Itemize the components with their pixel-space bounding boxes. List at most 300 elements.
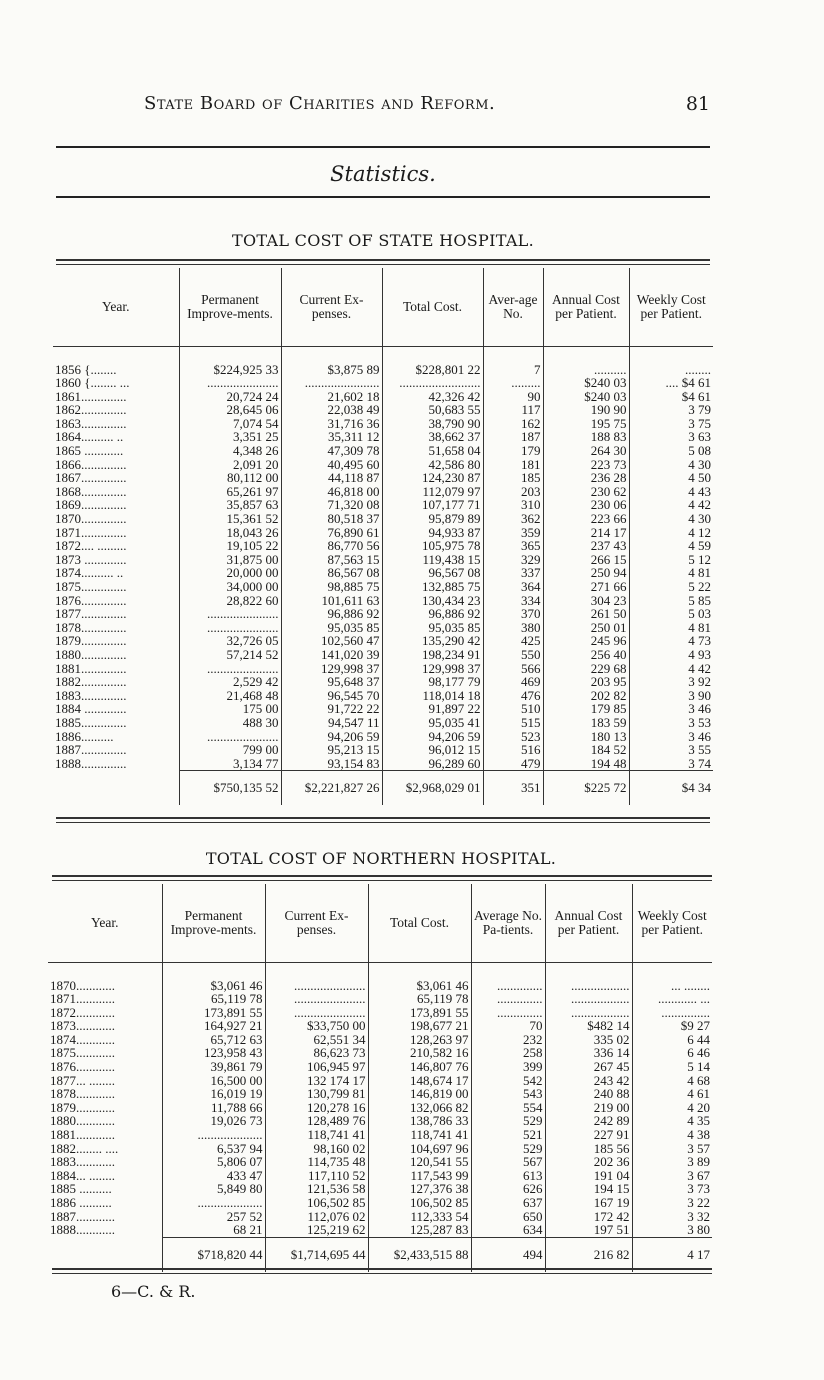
spacer-row xyxy=(48,962,712,979)
table-cell: 94,206 59 xyxy=(281,730,382,744)
table-cell: 6 44 xyxy=(632,1033,712,1047)
table-cell: 39,861 79 xyxy=(162,1060,265,1074)
table-cell: 214 17 xyxy=(543,526,629,540)
table-cell: 3 53 xyxy=(629,716,713,730)
table-row xyxy=(53,458,713,472)
total-cell: $2,433,515 88 xyxy=(368,1237,471,1272)
table-cell: 223 66 xyxy=(543,512,629,526)
table-cell: 1886 .......... xyxy=(50,1196,112,1210)
table-cell: 3 46 xyxy=(629,730,713,744)
table-cell: 1875............ xyxy=(50,1046,115,1061)
table-cell: 542 xyxy=(471,1074,545,1088)
table-cell: 203 95 xyxy=(543,675,629,689)
table-cell: 34,000 00 xyxy=(179,580,281,594)
table-row xyxy=(53,743,713,757)
table-cell: 76,890 61 xyxy=(281,526,382,540)
table-cell: 35,857 63 xyxy=(179,498,281,512)
table-row xyxy=(48,992,712,1006)
table-cell: 1866.............. xyxy=(55,457,127,472)
table-row xyxy=(53,553,713,567)
table-cell: 310 xyxy=(483,498,543,512)
table-cell: 237 43 xyxy=(543,539,629,553)
table-cell: 1884... ........ xyxy=(50,1168,115,1183)
table-cell: 47,309 78 xyxy=(281,444,382,458)
table-cell: 425 xyxy=(483,634,543,648)
table-row xyxy=(53,675,713,689)
table-cell: .............. xyxy=(471,979,545,993)
table-cell: 127,376 38 xyxy=(368,1182,471,1196)
table-cell: 1878.............. xyxy=(55,620,127,635)
table-cell: 125,219 62 xyxy=(265,1223,368,1237)
table-cell: 190 90 xyxy=(543,403,629,417)
table-row xyxy=(48,1210,712,1224)
table-cell: 7,074 54 xyxy=(179,417,281,431)
table-cell: $3,061 46 xyxy=(162,979,265,993)
table-cell: 5 22 xyxy=(629,580,713,594)
table-cell: 120,541 55 xyxy=(368,1155,471,1169)
table-cell: 19,105 22 xyxy=(179,539,281,553)
table-cell: 194 15 xyxy=(545,1182,632,1196)
table-cell: 173,891 55 xyxy=(368,1006,471,1020)
table-cell: 106,502 85 xyxy=(265,1196,368,1210)
column-header: Total Cost. xyxy=(368,884,471,962)
table-cell: 1872............ xyxy=(50,1005,115,1020)
table-cell: 129,998 37 xyxy=(382,662,483,676)
table-cell: 567 xyxy=(471,1155,545,1169)
table-cell: 86,770 56 xyxy=(281,539,382,553)
table-cell: 650 xyxy=(471,1210,545,1224)
table-cell: 4 20 xyxy=(632,1101,712,1115)
table-cell: 21,602 18 xyxy=(281,390,382,404)
table-cell: 86,567 08 xyxy=(281,566,382,580)
table-cell: 117,110 52 xyxy=(265,1169,368,1183)
table-cell: 4 30 xyxy=(629,512,713,526)
northern-table-bottom-rule xyxy=(52,1268,712,1274)
section-title: Statistics. xyxy=(330,162,436,186)
table-cell: ......... xyxy=(483,376,543,390)
table-cell: 35,311 12 xyxy=(281,430,382,444)
table-cell: 4 30 xyxy=(629,458,713,472)
table-cell: 106,502 85 xyxy=(368,1196,471,1210)
table-row xyxy=(53,471,713,485)
table-cell: 3 63 xyxy=(629,430,713,444)
spacer-cell xyxy=(265,962,368,979)
table-cell: 172 42 xyxy=(545,1210,632,1224)
table-cell: 240 88 xyxy=(545,1087,632,1101)
table-cell: 3,134 77 xyxy=(179,757,281,771)
table-cell: 86,623 73 xyxy=(265,1046,368,1060)
table-cell: 179 xyxy=(483,444,543,458)
table-row xyxy=(48,1114,712,1128)
table-cell: 5,806 07 xyxy=(162,1155,265,1169)
table-cell: 1867.............. xyxy=(55,471,127,485)
table-cell: ......................... xyxy=(382,376,483,390)
section-rule xyxy=(56,196,710,198)
table-row xyxy=(48,1060,712,1074)
table-cell: 1869.............. xyxy=(55,498,127,513)
total-cell: 4 17 xyxy=(632,1237,712,1272)
table-cell: 3 46 xyxy=(629,702,713,716)
column-header: Total Cost. xyxy=(382,268,483,346)
table-cell: 370 xyxy=(483,607,543,621)
table-cell: 46,818 00 xyxy=(281,485,382,499)
table-row xyxy=(53,512,713,526)
table-cell: 634 xyxy=(471,1223,545,1237)
table-cell: 1884 ............. xyxy=(55,702,127,716)
table-cell: 2,091 20 xyxy=(179,458,281,472)
table-row xyxy=(48,1182,712,1196)
table-cell: 132,885 75 xyxy=(382,580,483,594)
state-hospital-title: TOTAL COST OF STATE HOSPITAL. xyxy=(232,231,534,250)
table-cell: 1877.............. xyxy=(55,607,127,621)
table-row xyxy=(53,417,713,431)
table-cell: 4 81 xyxy=(629,621,713,635)
table-cell: 223 73 xyxy=(543,458,629,472)
table-cell: 4 43 xyxy=(629,485,713,499)
table-row xyxy=(48,1223,712,1237)
table-cell: 128,263 97 xyxy=(368,1033,471,1047)
page-number: 81 xyxy=(685,93,710,115)
table-cell: 1885 .......... xyxy=(50,1182,112,1196)
table-cell: 71,320 08 xyxy=(281,498,382,512)
table-cell: 96,289 60 xyxy=(382,757,483,771)
table-cell: 31,875 00 xyxy=(179,553,281,567)
table-cell: 476 xyxy=(483,689,543,703)
table-cell: 20,724 24 xyxy=(179,390,281,404)
table-cell: 236 28 xyxy=(543,471,629,485)
spacer-cell xyxy=(629,346,713,363)
table-cell: 488 30 xyxy=(179,716,281,730)
signature-mark: 6—C. & R. xyxy=(111,1282,196,1301)
table-cell: 123,958 43 xyxy=(162,1046,265,1060)
table-cell: 1856 {........ xyxy=(55,362,117,377)
table-cell: 529 xyxy=(471,1142,545,1156)
table-cell: 118,741 41 xyxy=(265,1128,368,1142)
table-cell: 114,735 48 xyxy=(265,1155,368,1169)
table-cell: 65,119 78 xyxy=(162,992,265,1006)
table-cell: 62,551 34 xyxy=(265,1033,368,1047)
table-cell: $4 61 xyxy=(629,390,713,404)
table-cell: 130,434 23 xyxy=(382,594,483,608)
table-row xyxy=(48,979,712,993)
table-cell: 4,348 26 xyxy=(179,444,281,458)
table-row xyxy=(48,1087,712,1101)
table-cell: 1877... ........ xyxy=(50,1073,115,1088)
table-cell: 202 82 xyxy=(543,689,629,703)
table-cell: 362 xyxy=(483,512,543,526)
table-cell: 141,020 39 xyxy=(281,648,382,662)
table-cell: 1872.... ......... xyxy=(55,539,127,553)
table-cell: 336 14 xyxy=(545,1046,632,1060)
table-cell: 4 35 xyxy=(632,1114,712,1128)
column-header: Average No. Pa-tients. xyxy=(471,884,545,962)
table-cell: 6 46 xyxy=(632,1046,712,1060)
table-cell: 96,012 15 xyxy=(382,743,483,757)
table-cell: 5 14 xyxy=(632,1060,712,1074)
table-cell: ........ xyxy=(629,363,713,377)
table-cell: $3,061 46 xyxy=(368,979,471,993)
table-cell: 98,885 75 xyxy=(281,580,382,594)
table-cell: 95,213 15 xyxy=(281,743,382,757)
table-cell: 197 51 xyxy=(545,1223,632,1237)
table-cell: 87,563 15 xyxy=(281,553,382,567)
table-row xyxy=(53,594,713,608)
table-cell: 3 75 xyxy=(629,417,713,431)
table-row xyxy=(48,1142,712,1156)
table-row xyxy=(53,498,713,512)
table-cell: 1873 ............. xyxy=(55,552,127,567)
table-cell: 1876............ xyxy=(50,1060,115,1074)
table-cell: .... $4 61 xyxy=(629,376,713,390)
table-cell: 4 42 xyxy=(629,662,713,676)
table-cell: 1864.......... .. xyxy=(55,430,124,445)
table-cell: 185 56 xyxy=(545,1142,632,1156)
table-cell: 543 xyxy=(471,1087,545,1101)
table-row xyxy=(48,1101,712,1115)
table-row xyxy=(53,363,713,377)
table-cell: 16,500 00 xyxy=(162,1074,265,1088)
table-cell: 203 xyxy=(483,485,543,499)
table-cell: 96,545 70 xyxy=(281,689,382,703)
column-header: Year. xyxy=(53,268,179,346)
table-cell: .............. xyxy=(471,1006,545,1020)
table-cell: 257 52 xyxy=(162,1210,265,1224)
table-cell: 1871.............. xyxy=(55,525,127,540)
column-header: Weekly Cost per Patient. xyxy=(629,268,713,346)
table-cell: 1883............ xyxy=(50,1155,115,1169)
table-cell: 50,683 55 xyxy=(382,403,483,417)
table-cell: 510 xyxy=(483,702,543,716)
table-cell: 180 13 xyxy=(543,730,629,744)
table-cell: 191 04 xyxy=(545,1169,632,1183)
spacer-row xyxy=(53,346,713,363)
table-cell: 11,788 66 xyxy=(162,1101,265,1115)
table-cell: 18,043 26 xyxy=(179,526,281,540)
table-cell: 119,438 15 xyxy=(382,553,483,567)
table-cell: 117 xyxy=(483,403,543,417)
table-cell: .................. xyxy=(545,979,632,993)
table-row xyxy=(48,1006,712,1020)
table-row xyxy=(53,648,713,662)
table-cell: 31,716 36 xyxy=(281,417,382,431)
table-row xyxy=(48,1033,712,1047)
table-cell: 94,933 87 xyxy=(382,526,483,540)
spacer-cell xyxy=(179,346,281,363)
table-cell: 245 96 xyxy=(543,634,629,648)
table-cell: 637 xyxy=(471,1196,545,1210)
column-header: Permanent Improve-ments. xyxy=(162,884,265,962)
table-cell: 184 52 xyxy=(543,743,629,757)
table-cell: 1879............ xyxy=(50,1100,115,1115)
table-cell: 1861.............. xyxy=(55,389,127,404)
table-cell: 1870............ xyxy=(50,978,115,993)
total-cell: $750,135 52 xyxy=(179,771,281,806)
table-cell: 132 174 17 xyxy=(265,1074,368,1088)
table-cell: ...................... xyxy=(179,662,281,676)
table-cell: 90 xyxy=(483,390,543,404)
table-cell: 188 83 xyxy=(543,430,629,444)
table-cell: 117,543 99 xyxy=(368,1169,471,1183)
table-cell: 21,468 48 xyxy=(179,689,281,703)
table-cell: 22,038 49 xyxy=(281,403,382,417)
table-cell: 162 xyxy=(483,417,543,431)
table-cell: 264 30 xyxy=(543,444,629,458)
table-cell: 3 92 xyxy=(629,675,713,689)
table-cell: 91,722 22 xyxy=(281,702,382,716)
table-row xyxy=(53,539,713,553)
table-cell: 3 55 xyxy=(629,743,713,757)
table-cell: 4 59 xyxy=(629,539,713,553)
table-cell: 42,326 42 xyxy=(382,390,483,404)
spacer-cell xyxy=(368,962,471,979)
table-cell: ...................... xyxy=(179,607,281,621)
table-cell: 94,206 59 xyxy=(382,730,483,744)
table-cell: 65,261 97 xyxy=(179,485,281,499)
table-cell: 1887............ xyxy=(50,1209,115,1224)
table-cell: 337 xyxy=(483,566,543,580)
table-cell: 5 12 xyxy=(629,553,713,567)
table-cell: 146,819 00 xyxy=(368,1087,471,1101)
total-cell: $225 72 xyxy=(543,771,629,806)
table-cell: 4 93 xyxy=(629,648,713,662)
table-cell: 118,014 18 xyxy=(382,689,483,703)
table-cell: 179 85 xyxy=(543,702,629,716)
table-row xyxy=(48,1196,712,1210)
table-cell: 3 74 xyxy=(629,757,713,771)
table-cell: 146,807 76 xyxy=(368,1060,471,1074)
total-cell xyxy=(53,771,179,806)
column-header: Permanent Improve-ments. xyxy=(179,268,281,346)
table-cell: 1878............ xyxy=(50,1087,115,1101)
spacer-cell xyxy=(48,962,162,979)
table-cell: 271 66 xyxy=(543,580,629,594)
table-cell: 104,697 96 xyxy=(368,1142,471,1156)
table-row xyxy=(48,1169,712,1183)
table-cell: 94,547 11 xyxy=(281,716,382,730)
table-cell: 267 45 xyxy=(545,1060,632,1074)
table-cell: 138,786 33 xyxy=(368,1114,471,1128)
table-cell: 183 59 xyxy=(543,716,629,730)
table-cell: 554 xyxy=(471,1101,545,1115)
table-cell: 1870.............. xyxy=(55,512,127,526)
table-cell: 187 xyxy=(483,430,543,444)
running-header xyxy=(56,93,710,121)
table-cell: 1875.............. xyxy=(55,580,127,594)
table-cell: 1860 {........ ... xyxy=(55,376,130,390)
total-cell: $4 34 xyxy=(629,771,713,806)
table-cell: 4 38 xyxy=(632,1128,712,1142)
table-cell: 4 42 xyxy=(629,498,713,512)
table-cell: ....................... xyxy=(281,376,382,390)
table-cell: 80,112 00 xyxy=(179,471,281,485)
table-cell: ...................... xyxy=(265,992,368,1006)
table-cell: 132,066 82 xyxy=(368,1101,471,1115)
table-row xyxy=(48,1128,712,1142)
table-row xyxy=(53,444,713,458)
table-cell: 4 81 xyxy=(629,566,713,580)
table-cell: .......... xyxy=(543,363,629,377)
table-cell: 95,035 85 xyxy=(382,621,483,635)
table-cell: 550 xyxy=(483,648,543,662)
table-cell: 1885.............. xyxy=(55,715,127,730)
table-cell: .................. xyxy=(545,992,632,1006)
table-cell: 120,278 16 xyxy=(265,1101,368,1115)
table-cell: 42,586 80 xyxy=(382,458,483,472)
table-cell: ...................... xyxy=(179,376,281,390)
table-row xyxy=(48,1074,712,1088)
table-cell: 95,879 89 xyxy=(382,512,483,526)
table-cell: 121,536 58 xyxy=(265,1182,368,1196)
table-cell: 68 21 xyxy=(162,1223,265,1237)
table-cell: 3 67 xyxy=(632,1169,712,1183)
table-cell: 3 32 xyxy=(632,1210,712,1224)
table-cell: 101,611 63 xyxy=(281,594,382,608)
table-cell: 185 xyxy=(483,471,543,485)
table-cell: $33,750 00 xyxy=(265,1019,368,1033)
table-cell: ...................... xyxy=(179,621,281,635)
table-cell: .................... xyxy=(162,1128,265,1142)
table-row xyxy=(48,1019,712,1033)
table-cell: 95,035 41 xyxy=(382,716,483,730)
table-cell: ............... xyxy=(632,1006,712,1020)
table-cell: 4 61 xyxy=(632,1087,712,1101)
table-row xyxy=(53,662,713,676)
table-cell: 98,177 79 xyxy=(382,675,483,689)
table-row xyxy=(48,1046,712,1060)
table-cell: 3 79 xyxy=(629,403,713,417)
spacer-cell xyxy=(471,962,545,979)
table-cell: 91,897 22 xyxy=(382,702,483,716)
table-cell: 515 xyxy=(483,716,543,730)
northern-hospital-table xyxy=(48,884,712,1272)
table-cell: $240 03 xyxy=(543,390,629,404)
table-cell: 210,582 16 xyxy=(368,1046,471,1060)
table-row xyxy=(53,607,713,621)
total-cell: $2,968,029 01 xyxy=(382,771,483,806)
table-cell: 1865 ............ xyxy=(55,444,124,458)
table-cell: 38,662 37 xyxy=(382,430,483,444)
table-cell: 1883.............. xyxy=(55,688,127,703)
table-row xyxy=(53,580,713,594)
table-cell: 5 85 xyxy=(629,594,713,608)
state-hospital-table xyxy=(53,268,713,805)
table-cell: 230 62 xyxy=(543,485,629,499)
table-cell: 1882........ .... xyxy=(50,1141,119,1156)
table-cell: 1881.............. xyxy=(55,661,127,676)
table-cell: 229 68 xyxy=(543,662,629,676)
table-cell: 2,529 42 xyxy=(179,675,281,689)
column-header: Aver-age No. xyxy=(483,268,543,346)
spacer-cell xyxy=(545,962,632,979)
spacer-cell xyxy=(483,346,543,363)
table-cell: 98,160 02 xyxy=(265,1142,368,1156)
running-title: State Board of Charities and Reform. xyxy=(144,93,496,114)
table-cell: 70 xyxy=(471,1019,545,1033)
table-cell: 57,214 52 xyxy=(179,648,281,662)
table-cell: 28,645 06 xyxy=(179,403,281,417)
table-cell: 3 80 xyxy=(632,1223,712,1237)
table-cell: ............ ... xyxy=(632,992,712,1006)
table-cell: 124,230 87 xyxy=(382,471,483,485)
table-cell: .................... xyxy=(162,1196,265,1210)
table-cell: 1887.............. xyxy=(55,743,127,757)
table-cell: 95,035 85 xyxy=(281,621,382,635)
spacer-cell xyxy=(382,346,483,363)
table-cell: 96,886 92 xyxy=(382,607,483,621)
total-cell: 494 xyxy=(471,1237,545,1272)
table-cell: 243 42 xyxy=(545,1074,632,1088)
table-cell: ...................... xyxy=(179,730,281,744)
